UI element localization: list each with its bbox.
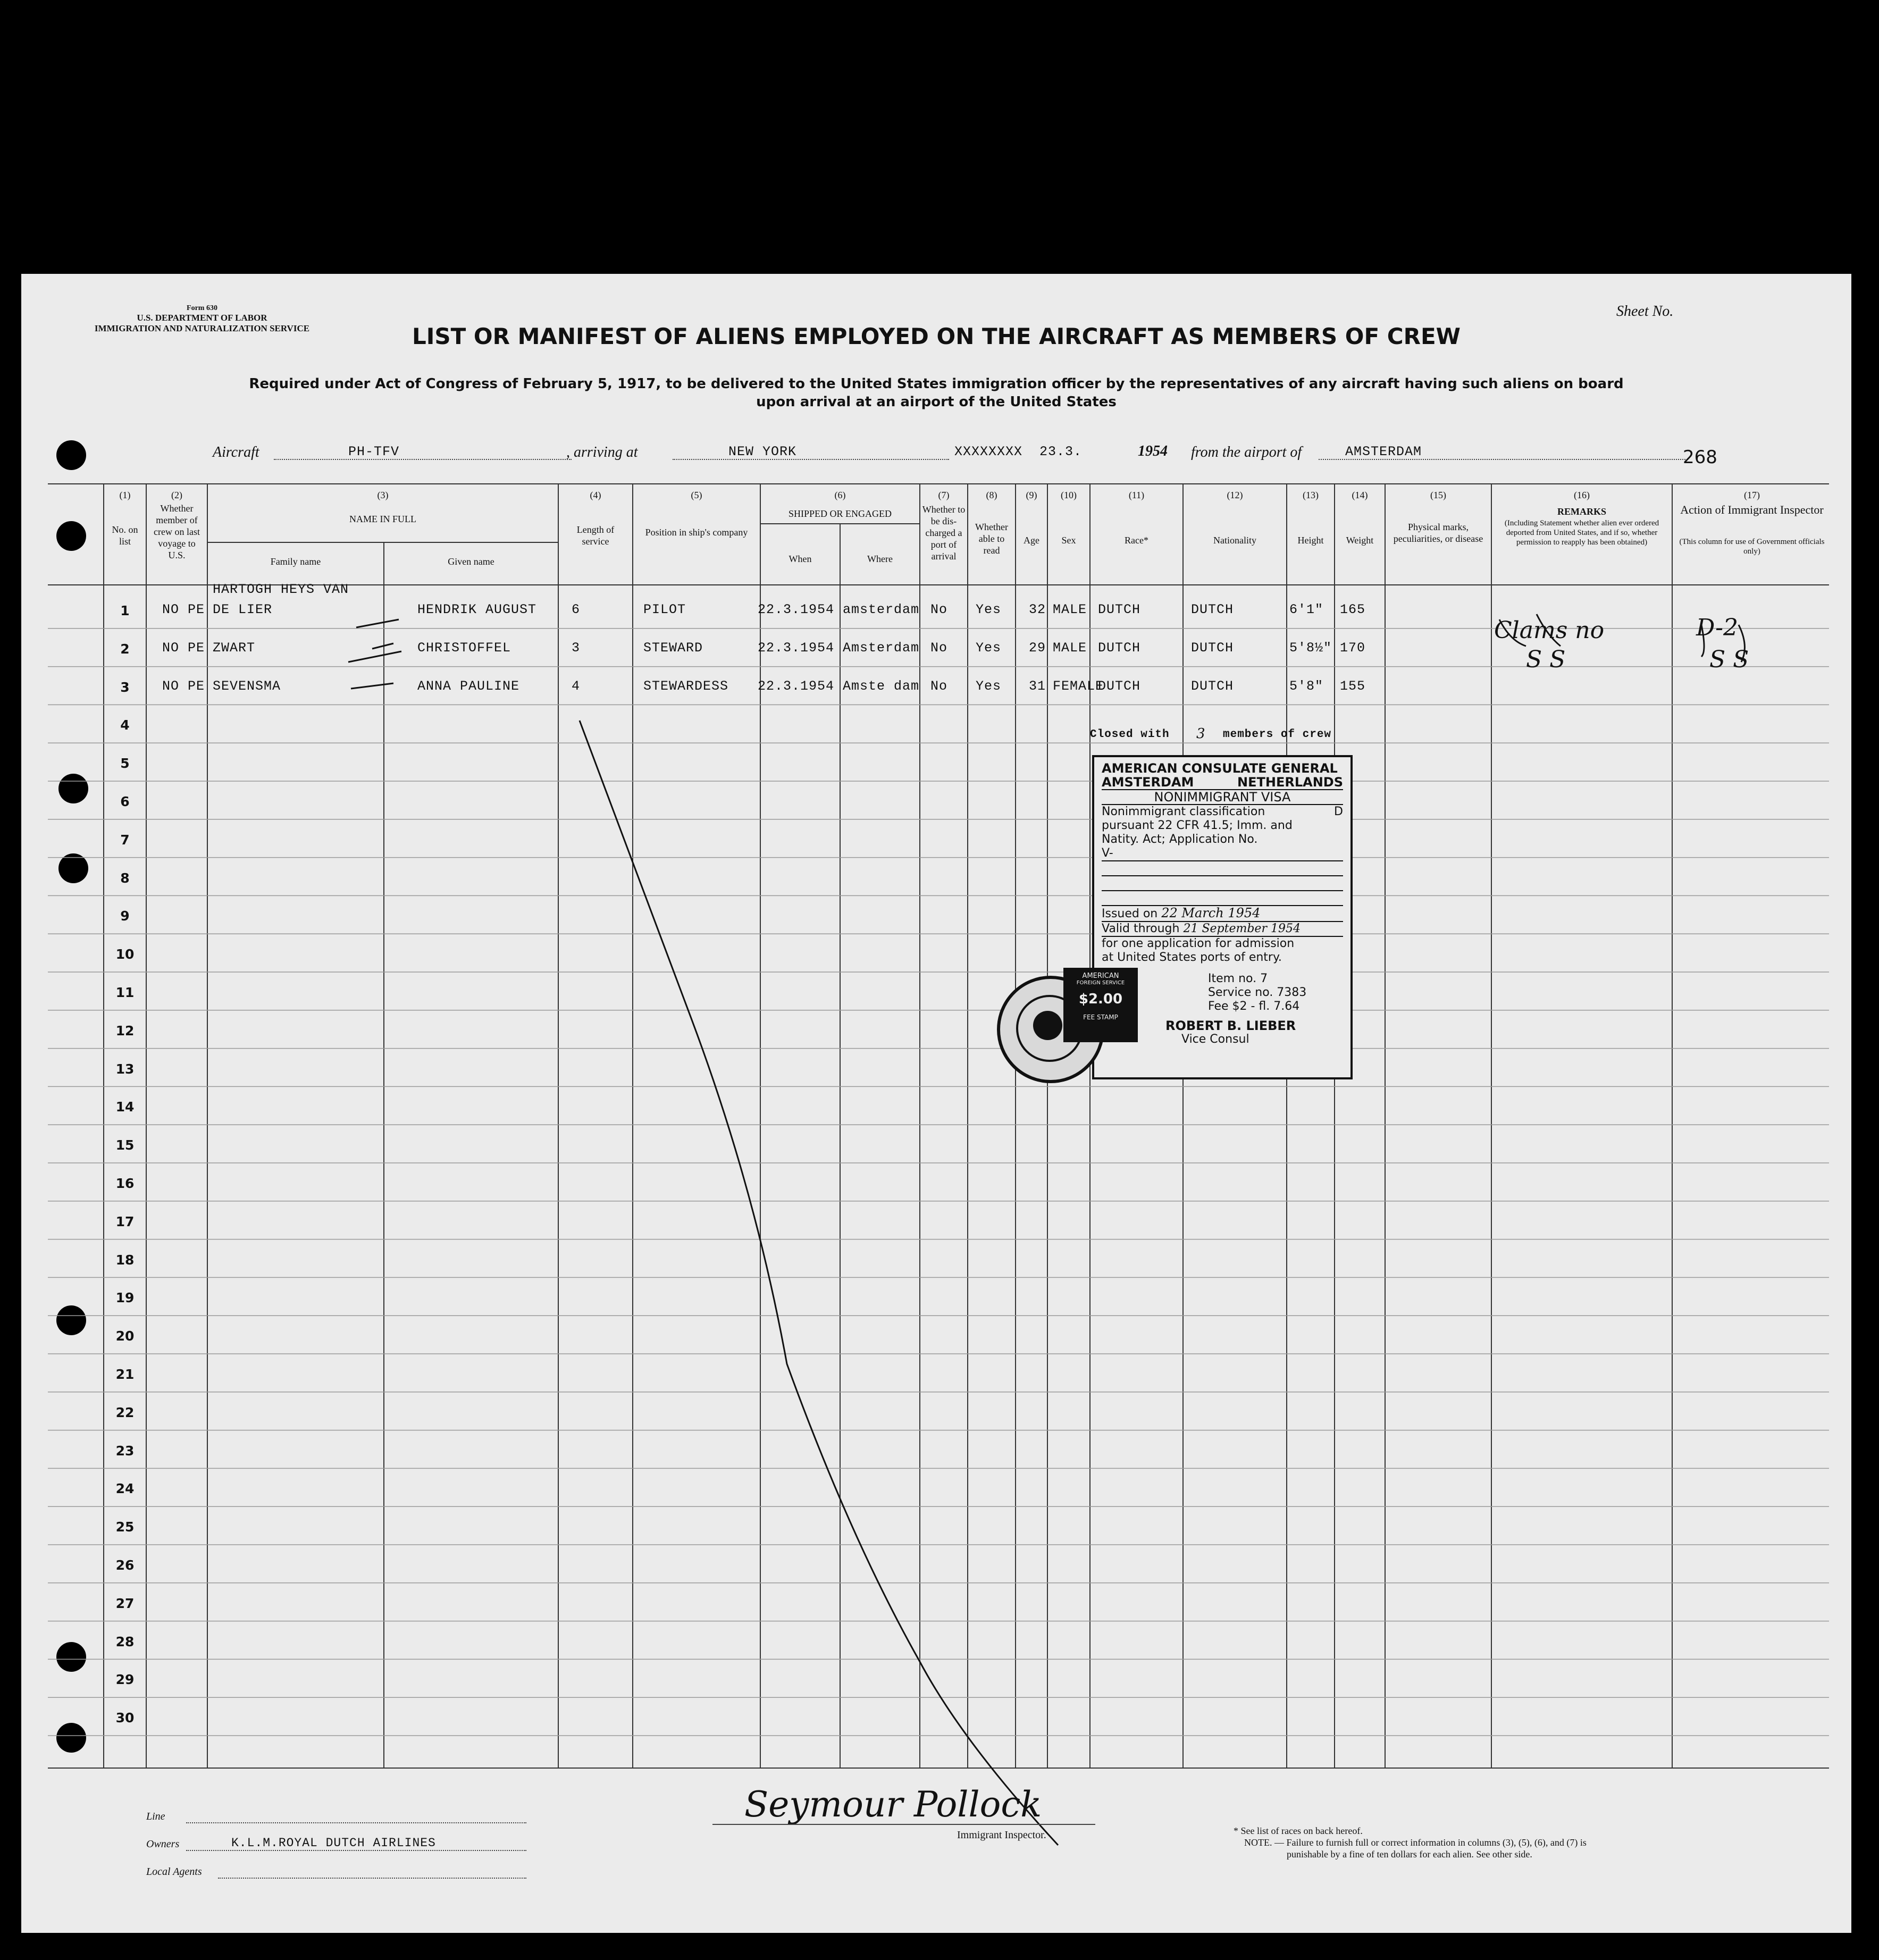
fee-stamp-top: AMERICAN	[1082, 972, 1119, 980]
stamp-signer-title: Vice Consul	[1181, 1033, 1249, 1046]
col-1-label: No. on list	[112, 524, 138, 547]
row-number: 1	[120, 603, 130, 618]
row-number: 11	[115, 985, 135, 1000]
col-2-label: Whether member of crew on last voyage to U.S.	[154, 503, 200, 560]
action-hand-2: S S	[1709, 646, 1749, 673]
row-number: 29	[115, 1672, 135, 1688]
stamp-class-letter: D	[1334, 805, 1343, 818]
col-2-num: (2)	[171, 490, 182, 500]
row-number: 9	[120, 908, 130, 924]
length-of-service: 6	[572, 602, 581, 617]
remarks-hand-2: S S	[1526, 646, 1566, 673]
position: STEWARD	[643, 640, 703, 656]
family-name: ZWART	[213, 640, 256, 656]
col-16-label: REMARKS	[1557, 506, 1606, 517]
row-number: 8	[120, 870, 130, 886]
stamp-visa-type: NONIMMIGRANT VISA	[1102, 789, 1343, 805]
row-number: 15	[115, 1137, 135, 1153]
family-name: HARTOGH HEYS VAN	[213, 582, 349, 597]
sex: FEMALE	[1053, 678, 1104, 694]
closed-suffix: members of crew	[1223, 728, 1332, 741]
row-number: 26	[115, 1557, 135, 1573]
discharged: No	[930, 678, 948, 694]
col-14-label: Weight	[1346, 535, 1374, 546]
stamp-consulate: AMERICAN CONSULATE GENERAL	[1102, 761, 1338, 776]
line-label: Line	[146, 1811, 165, 1822]
col-10-num: (10)	[1061, 490, 1077, 500]
member-flag: NO PE	[162, 602, 205, 617]
remarks-hand-1: Clams no	[1494, 617, 1605, 644]
subtitle-2: upon arrival at an airport of the United States	[756, 394, 1117, 410]
row-number: 16	[115, 1176, 135, 1191]
row-number: 27	[115, 1595, 135, 1611]
manifest-sheet	[21, 274, 1851, 1933]
arrival-year: 1954	[1138, 443, 1168, 459]
arriving-value: NEW YORK	[728, 444, 797, 459]
col-3-given: Given name	[448, 556, 494, 567]
stamp-valid-label: Valid through	[1102, 922, 1180, 935]
col-15-num: (15)	[1430, 490, 1446, 500]
col-7-label: Whether to be dis-charged a port of arrival	[922, 504, 966, 562]
col-16-num: (16)	[1574, 490, 1590, 500]
from-label: from the airport of	[1191, 444, 1302, 460]
stamp-valid-date: 21 September 1954	[1183, 922, 1301, 935]
stamp-issued-label: Issued on	[1102, 907, 1158, 920]
col-13-label: Height	[1297, 535, 1324, 546]
fee-stamp-value: $2.00	[1078, 991, 1123, 1007]
family-name: SEVENSMA	[213, 678, 281, 694]
able-to-read: Yes	[976, 678, 1002, 694]
arriving-label: , arriving at	[566, 444, 638, 460]
age: 32	[1029, 602, 1046, 617]
col-8-label: Whether able to read	[975, 522, 1008, 556]
col-9-num: (9)	[1026, 490, 1037, 500]
department: U.S. DEPARTMENT OF LABOR	[137, 313, 267, 323]
given-name: ANNA PAULINE	[417, 678, 520, 694]
stamp-application: Natity. Act; Application No.	[1102, 833, 1258, 846]
owners-label: Owners	[146, 1838, 180, 1850]
row-number: 23	[115, 1443, 135, 1459]
col-17-note: (This column for use of Government officials only)	[1679, 538, 1825, 556]
col-11-label: Race*	[1125, 535, 1148, 546]
col-3-label: NAME IN FULL	[349, 514, 416, 524]
col-1-num: (1)	[119, 490, 131, 500]
row-number: 21	[115, 1367, 135, 1382]
stamp-fee: Fee $2 - fl. 7.64	[1208, 1000, 1300, 1013]
sheet-no-label: Sheet No.	[1616, 303, 1674, 320]
shipped-when: 22.3.1954	[758, 602, 835, 617]
age: 31	[1029, 678, 1046, 694]
aircraft-value: PH-TFV	[348, 444, 400, 459]
col-5-label: Position in ship's company	[645, 527, 748, 538]
col-15-label: Physical marks, peculiarities, or disease	[1393, 522, 1483, 544]
page-number: 268	[1683, 447, 1717, 468]
row-number: 12	[115, 1023, 135, 1038]
local-agents-label: Local Agents	[146, 1866, 202, 1878]
fee-stamp-mid: FOREIGN SERVICE	[1076, 980, 1125, 986]
closed-count: 3	[1196, 726, 1205, 742]
given-name: HENDRIK AUGUST	[417, 602, 537, 617]
note-penalty-2: punishable by a fine of ten dollars for each alien. See other side.	[1287, 1849, 1532, 1860]
col-11-num: (11)	[1128, 490, 1145, 500]
row-number: 2	[120, 641, 130, 657]
note-penalty-1: NOTE. — Failure to furnish full or correct information in columns (3), (5), (6), and (7) is	[1244, 1837, 1587, 1848]
aircraft-label: Aircraft	[213, 444, 259, 460]
stamp-v: V-	[1102, 847, 1343, 861]
inspector-label: Immigrant Inspector.	[957, 1829, 1046, 1841]
row-number: 10	[115, 947, 135, 962]
row-number: 3	[120, 679, 130, 695]
col-10-label: Sex	[1061, 535, 1076, 546]
row-number: 4	[120, 717, 130, 733]
able-to-read: Yes	[976, 640, 1002, 656]
col-13-num: (13)	[1303, 490, 1319, 500]
row-number: 13	[115, 1061, 135, 1077]
note-races: * See list of races on back hereof.	[1234, 1825, 1363, 1836]
family-name-cont: DE LIER	[213, 602, 273, 617]
age: 29	[1029, 640, 1046, 656]
discharged: No	[930, 640, 948, 656]
stamp-issued-date: 22 March 1954	[1161, 906, 1261, 920]
col-16-note: (Including Statement whether alien ever ordered deported from United States, and if so, whether permission to reapply has been obtained)	[1504, 519, 1659, 547]
nationality: DUTCH	[1191, 678, 1234, 694]
row-number: 14	[115, 1099, 135, 1115]
stamp-pursuant: pursuant 22 CFR 41.5; Imm. and	[1102, 819, 1293, 832]
stamp-one-application: for one application for admission	[1102, 937, 1295, 950]
col-8-num: (8)	[986, 490, 997, 500]
form-number: Form 630	[187, 304, 217, 312]
fee-stamp	[1063, 968, 1138, 1042]
race: DUTCH	[1098, 678, 1141, 694]
position: STEWARDESS	[643, 678, 729, 694]
able-to-read: Yes	[976, 602, 1002, 617]
row-number: 28	[115, 1634, 135, 1649]
sex: MALE	[1053, 602, 1087, 617]
shipped-where: Amste dam	[843, 678, 920, 694]
shipped-where: Amsterdam	[843, 640, 920, 656]
col-5-num: (5)	[691, 490, 702, 500]
row-number: 17	[115, 1213, 135, 1229]
row-number: 20	[115, 1328, 135, 1344]
row-number: 30	[115, 1710, 135, 1726]
row-number: 22	[115, 1404, 135, 1420]
col-6-num: (6)	[834, 490, 846, 500]
row-number: 5	[120, 756, 130, 772]
stamp-city: AMSTERDAM	[1102, 775, 1194, 790]
shipped-when: 22.3.1954	[758, 640, 835, 656]
weight: 165	[1340, 602, 1366, 617]
length-of-service: 3	[572, 640, 581, 656]
sex: MALE	[1053, 640, 1087, 656]
owners-value: K.L.M.ROYAL DUTCH AIRLINES	[231, 1836, 436, 1850]
col-7-num: (7)	[938, 490, 950, 500]
col-9-label: Age	[1024, 535, 1039, 546]
from-value: AMSTERDAM	[1345, 444, 1422, 459]
given-name: CHRISTOFFEL	[417, 640, 511, 656]
page-title: LIST OR MANIFEST OF ALIENS EMPLOYED ON THE AIRCRAFT AS MEMBERS OF CREW	[412, 323, 1461, 349]
member-flag: NO PE	[162, 640, 205, 656]
height: 5'8½"	[1289, 640, 1332, 656]
row-number: 6	[120, 794, 130, 809]
col-6-when: When	[788, 554, 812, 564]
col-6-where: Where	[867, 554, 893, 564]
member-flag: NO PE	[162, 678, 205, 694]
height: 6'1"	[1289, 602, 1324, 617]
col-17-num: (17)	[1744, 490, 1760, 500]
col-4-num: (4)	[590, 490, 601, 500]
col-14-num: (14)	[1352, 490, 1368, 500]
service: IMMIGRATION AND NATURALIZATION SERVICE	[94, 323, 310, 333]
stamp-service-no: Service no. 7383	[1208, 986, 1307, 999]
position: PILOT	[643, 602, 686, 617]
arrival-date: 23.3.	[1039, 444, 1083, 459]
col-3-num: (3)	[377, 490, 389, 500]
nationality: DUTCH	[1191, 640, 1234, 656]
fee-stamp-bottom: FEE STAMP	[1083, 1013, 1118, 1021]
row-number: 25	[115, 1519, 135, 1535]
discharged: No	[930, 602, 948, 617]
col-17-label: Action of Immigrant Inspector	[1680, 503, 1824, 516]
subtitle-1: Required under Act of Congress of February 5, 1917, to be delivered to the United States immigration officer by the representatives of any aircraft having such aliens on board	[249, 376, 1624, 392]
closed-label: Closed with	[1090, 728, 1170, 741]
race: DUTCH	[1098, 640, 1141, 656]
stamp-signer: ROBERT B. LIEBER	[1165, 1018, 1296, 1033]
col-12-label: Nationality	[1213, 535, 1256, 546]
shipped-where: amsterdam	[843, 602, 920, 617]
race: DUTCH	[1098, 602, 1141, 617]
length-of-service: 4	[572, 678, 581, 694]
stamp-country: NETHERLANDS	[1237, 775, 1343, 790]
shipped-when: 22.3.1954	[758, 678, 835, 694]
weight: 170	[1340, 640, 1366, 656]
stamp-ports: at United States ports of entry.	[1102, 951, 1282, 964]
col-3-family: Family name	[270, 556, 321, 567]
row-number: 24	[115, 1481, 135, 1497]
date-struck: XXXXXXXX	[954, 444, 1023, 459]
col-6-label: SHIPPED OR ENGAGED	[788, 508, 892, 519]
row-number: 19	[115, 1290, 135, 1306]
stamp-classification: Nonimmigrant classification	[1102, 805, 1265, 818]
inspector-signature: Seymour Pollock	[744, 1784, 1042, 1825]
weight: 155	[1340, 678, 1366, 694]
col-4-label: Length of service	[576, 524, 615, 547]
row-number: 18	[115, 1252, 135, 1268]
col-12-num: (12)	[1227, 490, 1243, 500]
action-hand-1: D-2	[1696, 614, 1738, 641]
nationality: DUTCH	[1191, 602, 1234, 617]
height: 5'8"	[1289, 678, 1324, 694]
stamp-item: Item no. 7	[1208, 972, 1268, 985]
row-number: 7	[120, 832, 130, 848]
